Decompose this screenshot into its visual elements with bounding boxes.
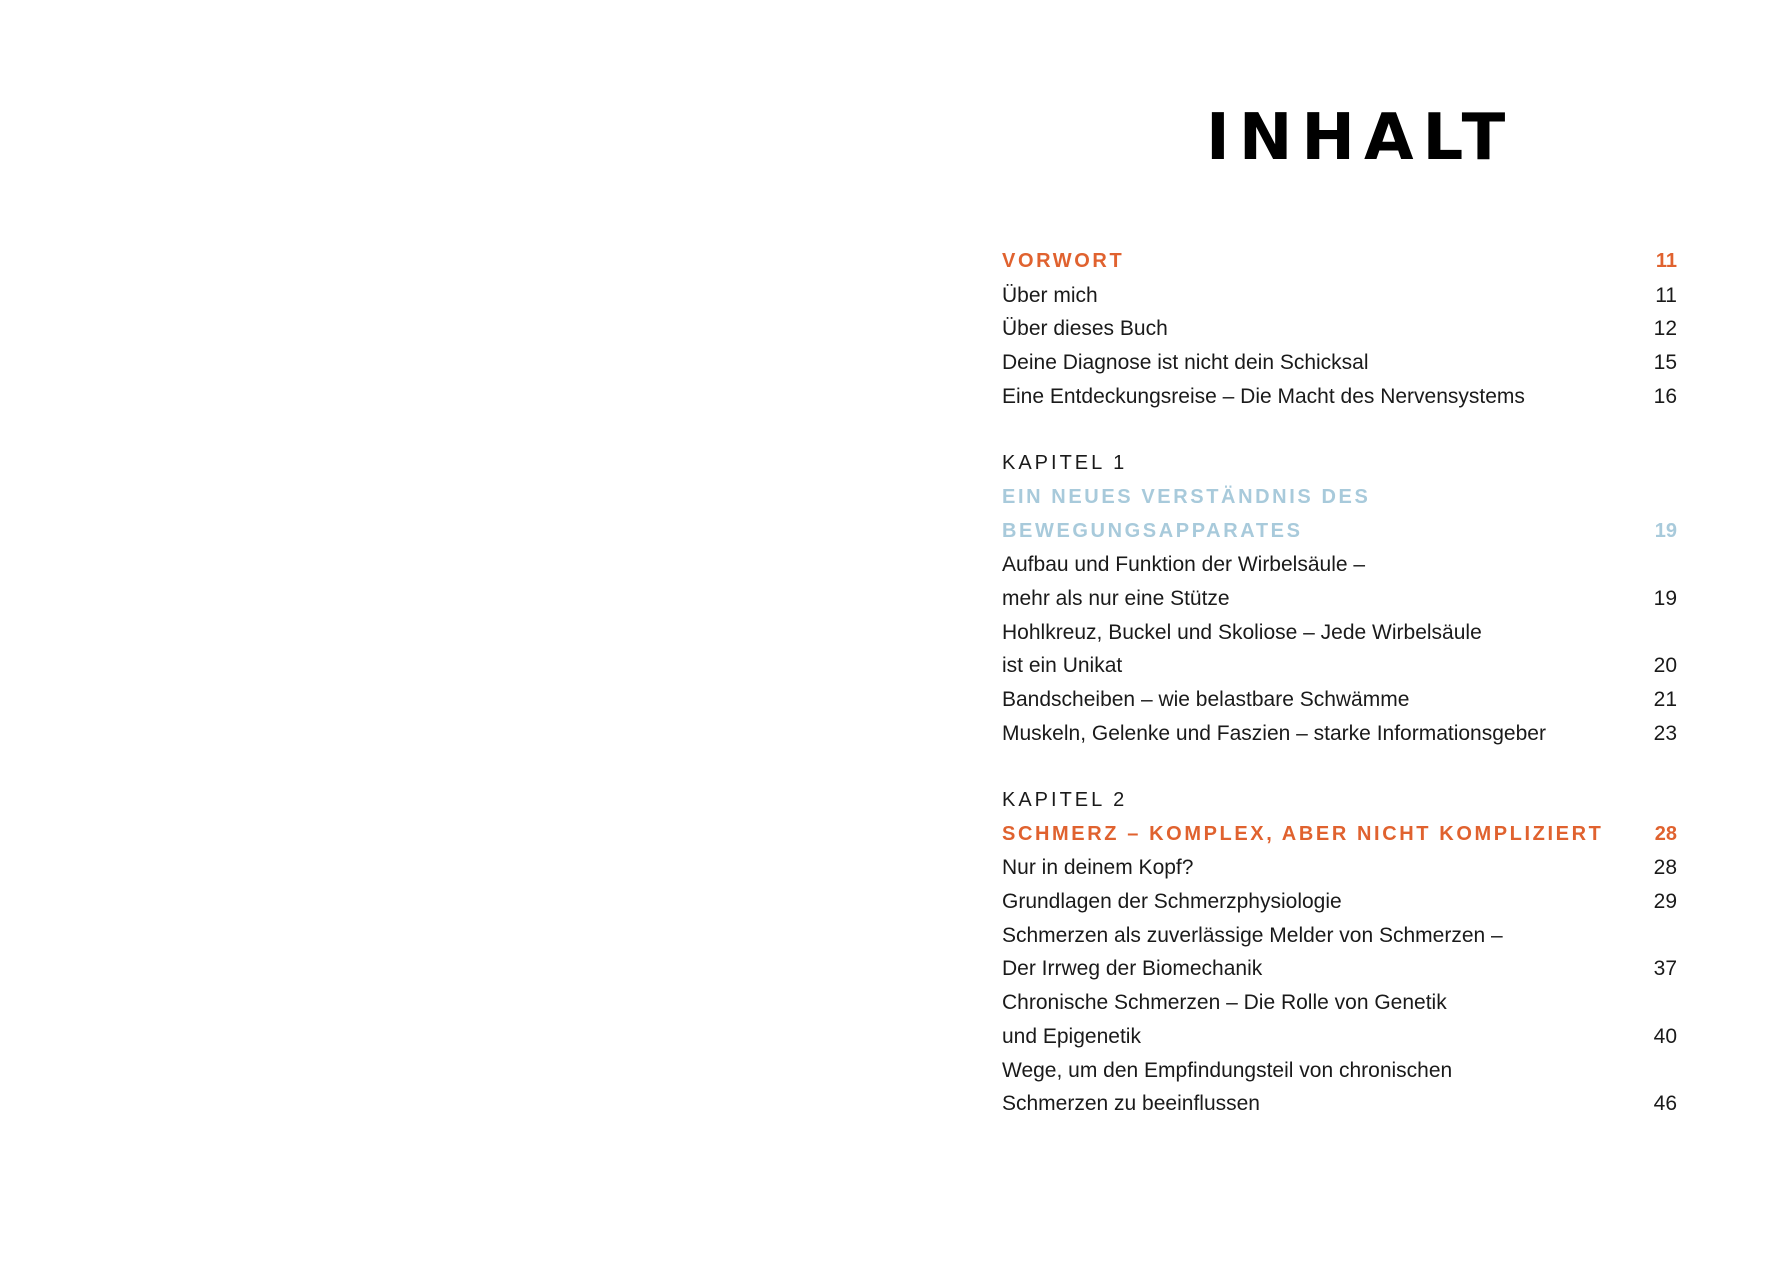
toc-page-number: 40 <box>1653 1024 1677 1048</box>
toc-entry-text: Aufbau und Funktion der Wirbelsäule – <box>1002 553 1366 577</box>
right-page <box>891 0 1783 1270</box>
toc-heading <box>1002 818 1677 852</box>
toc-page-number: 29 <box>1653 890 1677 914</box>
toc-heading <box>1002 515 1677 549</box>
toc-page-number: 11 <box>1655 283 1677 307</box>
toc-entry <box>1002 279 1677 313</box>
toc-heading-text: VORWORT <box>1002 250 1125 272</box>
toc-heading-text: EIN NEUES VERSTÄNDNIS DES <box>1002 485 1371 508</box>
toc-page-number: 16 <box>1653 384 1677 408</box>
toc-entry-text: mehr als nur eine Stütze <box>1002 586 1230 610</box>
toc-entry <box>1002 1020 1677 1054</box>
toc-entry-text: Bandscheiben – wie belastbare Schwämme <box>1002 687 1410 711</box>
toc-entry-text: Wege, um den Empfindungsteil von chronischen <box>1002 1058 1453 1082</box>
toc-page-number: 37 <box>1653 957 1677 981</box>
toc-page-number: 19 <box>1654 519 1677 542</box>
toc-entry <box>1002 952 1677 986</box>
toc-heading-text: SCHMERZ – KOMPLEX, ABER NICHT KOMPLIZIERT <box>1002 822 1604 845</box>
toc-entry <box>1002 919 1677 953</box>
toc-kapitel <box>1002 447 1677 481</box>
toc-entry <box>1002 649 1677 683</box>
toc-page-number: 20 <box>1653 654 1677 678</box>
toc-kapitel-text: KAPITEL 1 <box>1002 452 1128 475</box>
toc-entry <box>1002 616 1677 650</box>
toc-entry-text: Über dieses Buch <box>1002 317 1168 341</box>
toc-entry-text: Grundlagen der Schmerzphysiologie <box>1002 890 1342 914</box>
table-of-contents <box>1002 245 1677 1121</box>
toc-entry <box>1002 986 1677 1020</box>
toc-entry-text: Nur in deinem Kopf? <box>1002 856 1194 880</box>
toc-entry <box>1002 1054 1677 1088</box>
toc-heading-text: BEWEGUNGSAPPARATES <box>1002 519 1303 542</box>
toc-entry-text: Über mich <box>1002 283 1098 307</box>
toc-entry <box>1002 548 1677 582</box>
toc-page-number: 19 <box>1653 586 1677 610</box>
toc-entry-text: Eine Entdeckungsreise – Die Macht des Nervensystems <box>1002 384 1525 408</box>
toc-entry-text: Hohlkreuz, Buckel und Skoliose – Jede Wirbelsäule <box>1002 620 1482 644</box>
toc-entry-text: und Epigenetik <box>1002 1024 1141 1048</box>
toc-heading <box>1002 481 1677 515</box>
toc-entry-text: Schmerzen zu beeinflussen <box>1002 1092 1260 1116</box>
left-page-blank <box>0 0 891 1270</box>
toc-entry <box>1002 582 1677 616</box>
toc-page-number: 12 <box>1653 317 1677 341</box>
toc-entry <box>1002 1087 1677 1121</box>
toc-entry <box>1002 380 1677 414</box>
toc-spacer <box>1002 413 1677 447</box>
toc-entry-text: ist ein Unikat <box>1002 654 1123 678</box>
toc-entry-text: Chronische Schmerzen – Die Rolle von Genetik <box>1002 991 1447 1015</box>
toc-kapitel-text: KAPITEL 2 <box>1002 789 1128 811</box>
toc-entry-text: Schmerzen als zuverlässige Melder von Schmerzen – <box>1002 923 1503 947</box>
toc-entry <box>1002 683 1677 717</box>
toc-entry-text: Deine Diagnose ist nicht dein Schicksal <box>1002 351 1369 375</box>
page-title: INHALT <box>1206 101 1515 175</box>
toc-entry <box>1002 312 1677 346</box>
toc-page-number: 15 <box>1653 351 1677 375</box>
toc-heading <box>1002 245 1677 279</box>
toc-entry-text: Muskeln, Gelenke und Faszien – starke Informationsgeber <box>1002 721 1546 745</box>
toc-page-number: 28 <box>1653 856 1677 880</box>
toc-kapitel <box>1002 784 1677 818</box>
toc-page-number: 11 <box>1655 250 1677 272</box>
toc-entry-text: Der Irrweg der Biomechanik <box>1002 957 1263 981</box>
toc-page-number: 23 <box>1653 721 1677 745</box>
toc-page-number: 21 <box>1653 687 1677 711</box>
toc-page-number: 46 <box>1653 1092 1677 1116</box>
toc-entry <box>1002 885 1677 919</box>
toc-page-number: 28 <box>1654 822 1677 845</box>
toc-entry <box>1002 851 1677 885</box>
toc-entry <box>1002 717 1677 751</box>
toc-entry <box>1002 346 1677 380</box>
toc-spacer <box>1002 750 1677 784</box>
